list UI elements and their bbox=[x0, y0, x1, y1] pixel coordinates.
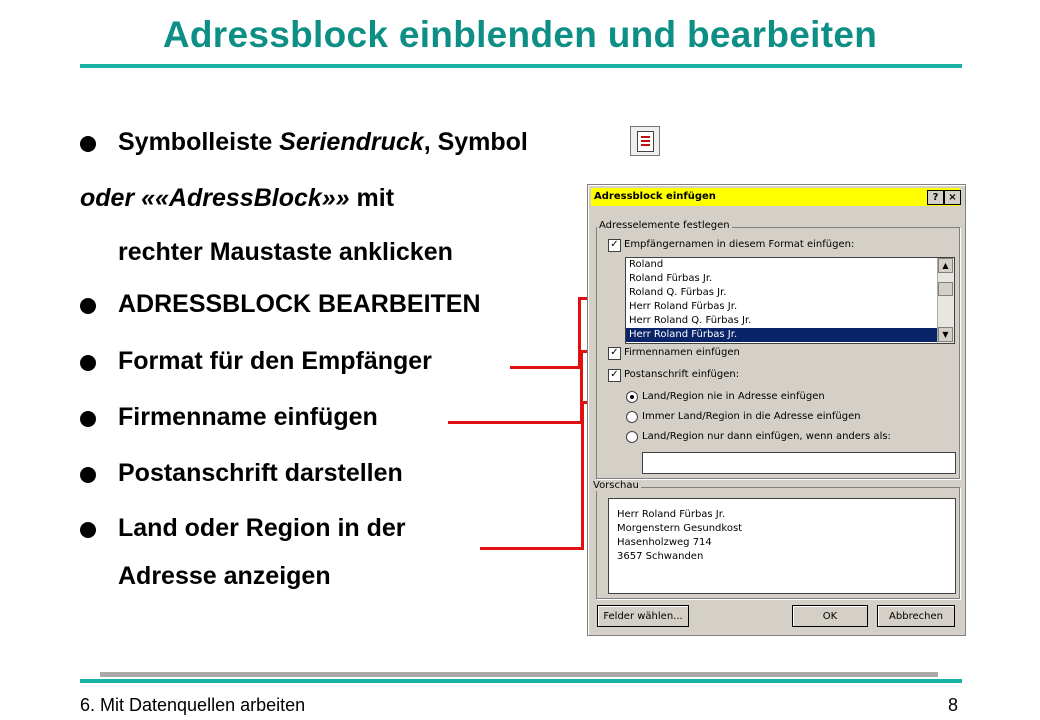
list-item[interactable]: Roland Fürbas Jr. bbox=[629, 273, 713, 284]
bullet-postal bbox=[118, 459, 403, 488]
bullet-company bbox=[118, 403, 378, 432]
page-number: 8 bbox=[948, 695, 959, 715]
dialog-title-bar bbox=[591, 188, 960, 206]
preview-line: Morgenstern Gesundkost bbox=[617, 523, 743, 534]
radio-always-country-label: Immer Land/Region in die Adresse einfügen bbox=[642, 411, 861, 422]
connector-country-v bbox=[581, 401, 584, 550]
scroll-up-icon[interactable]: ▲ bbox=[938, 258, 953, 273]
radio-different-country-label: Land/Region nur dann einfügen, wenn anders als: bbox=[642, 431, 891, 442]
preview-line: 3657 Schwanden bbox=[617, 551, 704, 562]
connector-company-h1 bbox=[448, 421, 582, 424]
line-address-block bbox=[80, 184, 394, 213]
list-item[interactable]: Roland bbox=[629, 259, 664, 270]
cancel-button[interactable]: Abbrechen bbox=[877, 605, 955, 627]
connector-format-h1 bbox=[510, 366, 580, 369]
bullet-dot bbox=[80, 298, 96, 314]
bullet-dot bbox=[80, 355, 96, 371]
address-block-icon bbox=[630, 126, 660, 156]
bullet-country bbox=[118, 514, 406, 543]
postal-checkbox-label: Postanschrift einfügen: bbox=[624, 369, 740, 380]
line-right-click: rechter Maustaste anklicken bbox=[118, 238, 453, 266]
company-checkbox[interactable]: ✓ bbox=[608, 347, 621, 360]
bullet-toolbar bbox=[118, 128, 528, 157]
address-elements-label: Adresselemente festlegen bbox=[599, 220, 730, 231]
choose-fields-button[interactable]: Felder wählen... bbox=[597, 605, 689, 627]
slide-title: Adressblock einblenden und bearbeiten bbox=[162, 14, 878, 55]
preview-label: Vorschau bbox=[593, 480, 639, 491]
connector-country-h1 bbox=[480, 547, 584, 550]
radio-always-country[interactable] bbox=[626, 411, 638, 423]
close-button[interactable]: × bbox=[944, 190, 961, 205]
bullet-postal-text: Postanschrift darstellen bbox=[118, 459, 403, 487]
bullet-text-c: , Symbol bbox=[423, 128, 528, 156]
bullet-dot bbox=[80, 136, 96, 152]
names-checkbox[interactable]: ✓ bbox=[608, 239, 621, 252]
preview-box bbox=[608, 498, 956, 594]
title-underline bbox=[80, 64, 962, 68]
footer-chapter: 6. Mit Datenquellen arbeiten bbox=[80, 695, 306, 715]
footer-rule bbox=[80, 679, 962, 683]
footer-shadow-rule bbox=[100, 672, 938, 677]
radio-different-country[interactable] bbox=[626, 431, 638, 443]
scroll-down-icon[interactable]: ▼ bbox=[938, 327, 953, 342]
bullet-recipient-format-text: Format für den Empfänger bbox=[118, 347, 432, 375]
bullet-recipient-format bbox=[118, 347, 432, 376]
line-with: mit bbox=[349, 184, 395, 212]
bullet-country-text: Land oder Region in der bbox=[118, 514, 406, 542]
help-button[interactable]: ? bbox=[927, 190, 944, 205]
preview-line: Herr Roland Fürbas Jr. bbox=[617, 509, 726, 520]
dialog-title: Adressblock einfügen bbox=[594, 191, 716, 202]
scroll-thumb[interactable] bbox=[938, 282, 953, 296]
bullet-country-cont: Adresse anzeigen bbox=[118, 562, 331, 590]
list-scrollbar[interactable] bbox=[937, 258, 954, 343]
bullet-company-text: Firmenname einfügen bbox=[118, 403, 378, 431]
company-checkbox-label: Firmennamen einfügen bbox=[624, 347, 740, 358]
list-item[interactable]: Roland Q. Fürbas Jr. bbox=[629, 287, 727, 298]
radio-never-country-label: Land/Region nie in Adresse einfügen bbox=[642, 391, 825, 402]
radio-never-country[interactable] bbox=[626, 391, 638, 403]
bullet-text-b: Seriendruck bbox=[279, 128, 424, 156]
bullet-dot bbox=[80, 467, 96, 483]
list-item[interactable]: Herr Roland Q. Fürbas Jr. bbox=[629, 315, 752, 326]
bullet-dot bbox=[80, 411, 96, 427]
list-item-selected[interactable]: Herr Roland Fürbas Jr. bbox=[626, 328, 954, 342]
names-checkbox-label: Empfängernamen in diesem Format einfügen: bbox=[624, 239, 855, 250]
preview-line: Hasenholzweg 714 bbox=[617, 537, 712, 548]
bullet-edit-block-text: ADRESSBLOCK BEARBEITEN bbox=[118, 290, 481, 318]
bullet-edit-block bbox=[118, 290, 481, 319]
list-item[interactable]: Herr Roland Fürbas Jr. bbox=[629, 301, 738, 312]
country-input[interactable] bbox=[642, 452, 956, 474]
address-block-field: oder ««AdressBlock»» bbox=[80, 184, 350, 212]
name-format-list[interactable] bbox=[625, 257, 955, 344]
postal-checkbox[interactable]: ✓ bbox=[608, 369, 621, 382]
ok-button[interactable]: OK bbox=[792, 605, 868, 627]
insert-address-block-dialog bbox=[587, 184, 966, 636]
bullet-text-a: Symbolleiste bbox=[118, 128, 280, 156]
bullet-dot bbox=[80, 522, 96, 538]
